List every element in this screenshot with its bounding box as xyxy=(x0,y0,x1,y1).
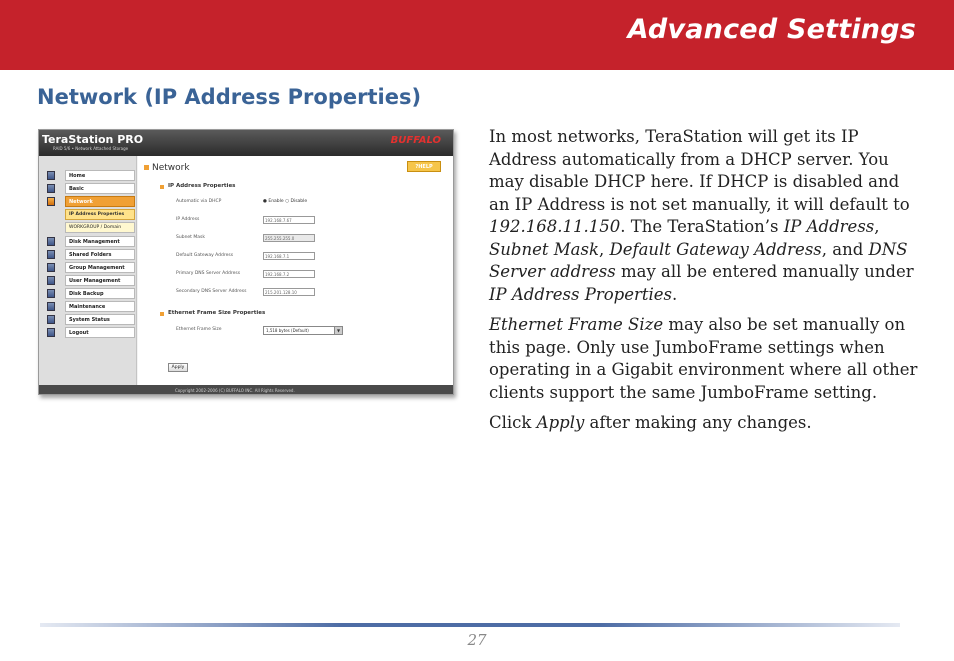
sidebar-item-label: Shared Folders xyxy=(65,249,135,260)
primary-dns-field[interactable]: 192.168.7.2 xyxy=(263,270,315,278)
ethernet-frame-size-heading: Ethernet Frame Size Properties xyxy=(168,310,266,316)
text-run: . xyxy=(672,284,678,304)
help-button[interactable]: ?HELP xyxy=(407,161,441,172)
ip-address-label: IP Address xyxy=(176,217,200,222)
sidebar-item-group-management[interactable] xyxy=(45,262,131,274)
paragraph-apply xyxy=(489,412,921,435)
arrow-icon xyxy=(160,312,164,316)
text-run: , and xyxy=(821,239,869,259)
primary-dns-label: Primary DNS Server Address xyxy=(176,271,241,276)
network-page-title: Network xyxy=(152,163,190,173)
sidebar-item-label: Maintenance xyxy=(65,301,135,312)
ip-properties-term: IP Address Properties xyxy=(489,284,673,304)
sidebar-item-user-management[interactable] xyxy=(45,275,131,287)
sidebar-item-label: Network xyxy=(65,196,135,207)
text-run: In most networks, TeraStation will get its IP Address automatically from a DHCP server. You may disable DHCP here. If DHCP is disabled and an IP Address is not set manually, it will default to xyxy=(489,127,910,214)
screenshot-body xyxy=(39,156,454,385)
sidebar-item-ip-address-properties[interactable] xyxy=(45,209,131,221)
maintenance-icon xyxy=(47,302,55,311)
sidebar-item-label: System Status xyxy=(65,314,135,325)
sidebar-item-label: Group Management xyxy=(65,262,135,273)
status-icon xyxy=(47,315,55,324)
terastation-logo-subtitle: RAID 5/6 • Network Attached Storage xyxy=(53,146,129,151)
terastation-logo: TeraStation PRO xyxy=(42,133,144,146)
gateway-label: Default Gateway Address xyxy=(176,253,234,258)
header-banner xyxy=(0,0,954,70)
text-run: , xyxy=(874,217,880,236)
paragraph-frame-size xyxy=(489,314,921,404)
chevron-down-icon: ▼ xyxy=(334,327,342,334)
subnet-mask-term: Subnet Mask xyxy=(489,239,599,259)
sidebar-item-workgroup-domain[interactable] xyxy=(45,222,131,234)
frame-size-select[interactable] xyxy=(263,326,343,335)
user-icon xyxy=(47,276,55,285)
screenshot-header xyxy=(39,130,454,156)
ip-address-properties-heading: IP Address Properties xyxy=(168,183,236,189)
dns-term: DNS Server address xyxy=(489,239,908,281)
sidebar-item-disk-management[interactable] xyxy=(45,236,131,248)
logout-icon xyxy=(47,328,55,337)
text-run: after making any changes. xyxy=(584,413,812,432)
backup-icon xyxy=(47,289,55,298)
sidebar-item-label: WORKGROUP / Domain xyxy=(65,222,135,233)
text-run: Click xyxy=(489,413,537,432)
ip-address-field[interactable]: 192.168.7.67 xyxy=(263,216,315,224)
secondary-dns-field[interactable]: 215.201.128.10 xyxy=(263,288,315,296)
gateway-term: Default Gateway Address xyxy=(609,239,822,259)
apply-button[interactable]: Apply xyxy=(168,363,188,372)
frame-size-label: Ethernet Frame Size xyxy=(176,327,222,332)
gateway-field[interactable]: 192.168.7.1 xyxy=(263,252,315,260)
group-icon xyxy=(47,263,55,272)
sidebar-item-disk-backup[interactable] xyxy=(45,288,131,300)
sidebar-item-basic[interactable] xyxy=(45,183,131,195)
header-title: Advanced Settings xyxy=(627,14,916,45)
screenshot-footer: Copyright 2002-2006 (C) BUFFALO INC. All Rights Reserved. xyxy=(39,385,454,395)
sidebar-item-network[interactable] xyxy=(45,196,131,208)
sidebar-item-shared-folders[interactable] xyxy=(45,249,131,261)
text-run: , xyxy=(598,239,610,259)
sidebar-item-label: User Management xyxy=(65,275,135,286)
sidebar-item-label: Disk Backup xyxy=(65,288,135,299)
arrow-icon xyxy=(160,185,164,189)
screenshot-sidebar xyxy=(39,156,137,385)
paragraph-dhcp xyxy=(489,126,921,306)
sidebar-item-system-status[interactable] xyxy=(45,314,131,326)
frame-size-value: 1,518 bytes (Default) xyxy=(266,328,309,333)
ip-address-term: IP Address xyxy=(783,217,875,236)
subnet-mask-field[interactable]: 255.255.255.0 xyxy=(263,234,315,242)
folder-icon xyxy=(47,250,55,259)
subnet-mask-label: Subnet Mask xyxy=(176,235,205,240)
text-run: may also be set manually on this page. Only use JumboFrame settings when operating in a Gigabit environment where all other clients support the same JumboFrame setting. xyxy=(489,315,918,402)
network-icon xyxy=(47,197,55,206)
sidebar-item-label: IP Address Properties xyxy=(65,209,135,220)
arrow-icon xyxy=(144,165,149,170)
secondary-dns-label: Secondary DNS Server Address xyxy=(176,289,247,294)
sidebar-item-label: Disk Management xyxy=(65,236,135,247)
basic-icon xyxy=(47,184,55,193)
sidebar-item-label: Home xyxy=(65,170,135,181)
body-text xyxy=(489,126,921,443)
section-title: Network (IP Address Properties) xyxy=(37,85,422,109)
home-icon xyxy=(47,171,55,180)
frame-size-term: Ethernet Frame Size xyxy=(489,315,664,334)
page-number: 27 xyxy=(467,631,487,649)
apply-term: Apply xyxy=(536,413,585,432)
sidebar-item-maintenance[interactable] xyxy=(45,301,131,313)
dhcp-radio-group[interactable]: ● Enable ○ Disable xyxy=(263,199,308,204)
terastation-screenshot xyxy=(38,129,454,395)
screenshot-main-panel xyxy=(138,156,454,385)
sidebar-item-label: Logout xyxy=(65,327,135,338)
sidebar-item-logout[interactable] xyxy=(45,327,131,339)
text-run: may all be entered manually under xyxy=(615,262,914,281)
sidebar-item-home[interactable] xyxy=(45,170,131,182)
text-run: . The TeraStation’s xyxy=(620,217,784,236)
dhcp-label: Automatic via DHCP xyxy=(176,199,222,204)
footer-divider xyxy=(40,623,900,627)
disk-icon xyxy=(47,237,55,246)
default-ip-text: 192.168.11.150 xyxy=(489,217,621,236)
sidebar-item-label: Basic xyxy=(65,183,135,194)
buffalo-logo: BUFFALO xyxy=(390,135,441,146)
